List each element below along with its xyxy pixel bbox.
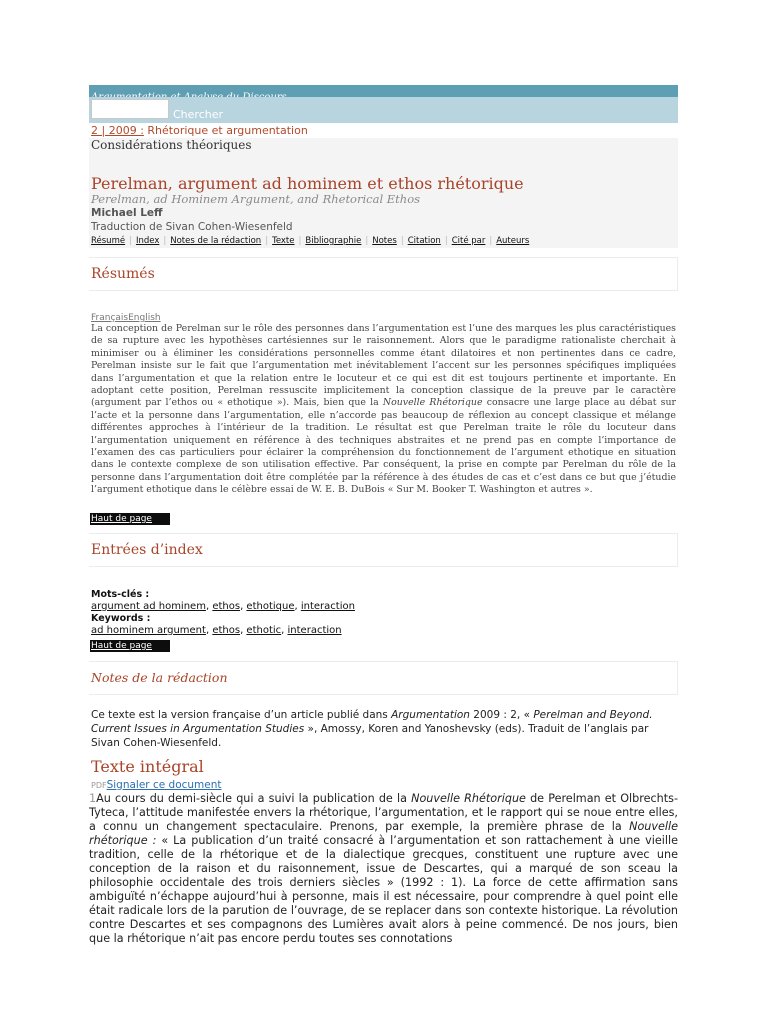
nav-separator: | [489, 236, 493, 246]
keyword-link[interactable]: ethos [212, 601, 241, 612]
nav-separator: | [129, 236, 132, 246]
nav-cite-par[interactable]: Cité par [451, 236, 486, 246]
abstract-text [89, 323, 678, 497]
search-button[interactable]: Chercher [173, 108, 224, 121]
nav-texte[interactable]: Texte [272, 236, 295, 246]
author-name[interactable]: Michael Leff [91, 207, 163, 219]
report-document-link[interactable]: Signaler ce document [106, 779, 222, 791]
nav-separator: | [163, 236, 167, 246]
mots-cles-label: Mots-clés : [91, 589, 150, 600]
abstract-part: consacre une large place au débat sur l’acte et la personne dans l’argumentation, elle n’accorde pas beaucoup de réflexion au concept classique et mélange différentes approches à l’intérieur de la tradition. Le résultat est que Perelman traite le rôle du locuteur dans l’argumentation uniquement en référence à des techniques abstraites et ne prend pas en compte l’importance de l’examen des cas particuliers pour éclairer la compréhension du fonctionnement de l’argument ethotique en situation dans le contexte complexe de son utilisation effective. Par conséquent, la prise en compte par Perelman du rôle de la personne dans l’argumentation doit être complétée par la référence à des études de cas et c’est dans ce but que j’étudie l’argument ethotique dans le célèbre essai de W. E. B. DuBois « Sur M. Booker T. Washington et autres ». [91, 397, 677, 496]
texte-heading: Texte intégral [91, 757, 204, 776]
notes-section-header [89, 661, 678, 695]
keyword-link[interactable]: argument ad hominem [91, 601, 206, 612]
notes-heading: Notes de la rédaction [91, 670, 228, 685]
back-to-top-link[interactable]: Haut de page [90, 640, 170, 652]
keyword-link[interactable]: interaction [287, 625, 342, 636]
note-article-title: Perelman and Beyond. Current Issues in Argumentation Studies [91, 709, 653, 735]
keywords-block [89, 589, 678, 637]
keyword-link[interactable]: ethotic [246, 625, 282, 636]
journal-header [89, 85, 678, 97]
breadcrumb [89, 124, 678, 138]
nav-separator: | [365, 236, 369, 246]
note-part: », Amossy, Koren and Yanoshevsky (eds). Traduit de l’anglais par Sivan Cohen-Wiesenfeld. [91, 723, 649, 749]
keyword-link[interactable]: ethotique [246, 601, 295, 612]
abstract-italic: Nouvelle Rhétorique [382, 397, 483, 409]
article-subtitle: Perelman, ad Hominem Argument, and Rhetorical Ethos [91, 192, 421, 206]
article-title: Perelman, argument ad hominem et ethos rhétorique [91, 174, 524, 193]
full-text-paragraph [89, 792, 678, 946]
keyword-link[interactable]: interaction [300, 601, 355, 612]
abstract-part: La conception de Perelman sur le rôle des personnes dans l’argumentation est l’une des marques les plus caractéristiques de sa rupture avec les hypothèses cartésiennes sur le raisonnement. Alors que le paradigme rationaliste cherchait à minimiser ou à éliminer les considérations personnelles comme étant dilatoires et non pertinentes dans ce cadre, Perelman insiste sur le fait que l’argumentation met inévitablement l’accent sur les personnes spécifiques impliquées dans l’argumentation et que la relation entre le locuteur et ce qui est dit est toujours pertinente et importante. En adoptant cette position, Perelman ressuscite implicitement la conception classique de la preuve par le caractère (argument par l’ethos ou « ethotique »). Mais, bien que la [91, 323, 676, 409]
theme-label[interactable]: Rhétorique et argumentation [143, 124, 308, 137]
index-section-header [89, 533, 678, 567]
nav-separator: | [265, 236, 269, 246]
issue-link[interactable]: 2 | 2009 : [91, 124, 144, 137]
pdf-icon[interactable]: PDF [91, 781, 107, 790]
language-tabs[interactable]: FrançaisEnglish [91, 313, 161, 323]
nav-separator: | [444, 236, 448, 246]
nav-resume[interactable]: Résumé [91, 236, 126, 246]
pdf-line [89, 779, 678, 791]
resumes-section-header [89, 257, 678, 291]
nav-notes-redaction[interactable]: Notes de la rédaction [170, 236, 262, 246]
body-part: de Perelman et Olbrechts-Tyteca, l’attitude manifestée envers la rhétorique, l’argumentation, et le rapport qui se noue entre elles, a connu un changement spectaculaire. Prenons, par exemple, la première phrase de la [89, 792, 678, 833]
keywords-label: Keywords : [91, 613, 151, 624]
translator-line: Traduction de Sivan Cohen-Wiesenfeld [91, 221, 293, 233]
nav-auteurs[interactable]: Auteurs [496, 236, 530, 246]
editor-note [89, 708, 678, 750]
body-part: Au cours du demi-siècle qui a suivi la publication de la [96, 792, 412, 805]
nav-index[interactable]: Index [135, 236, 160, 246]
note-part: 2009 : 2, « [469, 709, 534, 721]
article-nav [91, 236, 529, 246]
article-header [89, 168, 678, 248]
nav-citation[interactable]: Citation [407, 236, 441, 246]
search-input[interactable] [91, 99, 169, 119]
note-part: Ce texte est la version française d’un article publié dans [91, 709, 392, 721]
search-bar [89, 97, 678, 123]
body-italic: Nouvelle rhétorique : [89, 820, 678, 847]
body-part: « La publication d’un traité consacré à l’argumentation et son rattachement à une vieille tradition, celle de la rhétorique et de la dialectique grecques, constituent une rupture avec une conception de la raison et du raisonnement, issue de Descartes, qui a marqué de son sceau la philosophie occidentale des trois derniers siècles » (1992 : 1). La force de cette affirmation sans ambiguïté n’échappe aujourd’hui à personne, mais il est nécessaire, pour comprendre à quel point elle était radicale lors de la parution de l’ouvrage, de se replacer dans son contexte historique. La révolution contre Descartes et ses compagnons des Lumières avait alors à peine commencé. De nos jours, bien que la rhétorique n’ait pas encore perdu toutes ses connotations [89, 834, 678, 945]
keyword-link[interactable]: ethos [212, 625, 241, 636]
nav-notes[interactable]: Notes [372, 236, 397, 246]
nav-separator: | [298, 236, 302, 246]
section-label: Considérations théoriques [89, 138, 678, 174]
nav-separator: | [400, 236, 404, 246]
keywords-list: ad hominem argument, ethos, ethotic, interaction [91, 625, 342, 636]
mots-cles-list: argument ad hominem, ethos, ethotique, interaction [91, 601, 355, 612]
note-journal: Argumentation [391, 709, 470, 721]
back-to-top-link[interactable]: Haut de page [90, 513, 170, 525]
resumes-heading: Résumés [91, 266, 155, 282]
nav-bibliographie[interactable]: Bibliographie [305, 236, 362, 246]
keyword-link[interactable]: ad hominem argument [91, 625, 206, 636]
paragraph-number: 1 [89, 792, 97, 805]
body-italic: Nouvelle Rhétorique [411, 792, 526, 805]
index-heading: Entrées d’index [91, 542, 203, 558]
